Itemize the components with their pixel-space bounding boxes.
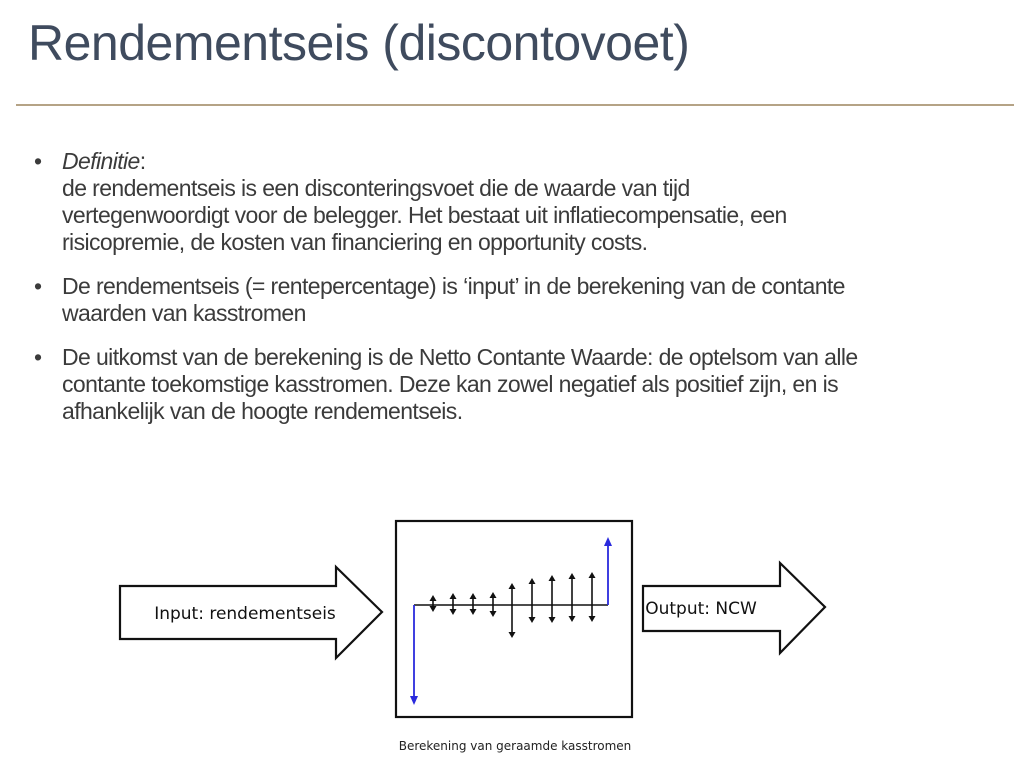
bullet-line: vertegenwoordigt voor de belegger. Het bestaat uit inflatiecompensatie, een bbox=[62, 202, 787, 228]
bullet-definition: • Definitie: de rendementseis is een disconteringsvoet die de waarde van tijd vertegenwoordigt voor de belegger. Het bestaat uit inflatiecompensatie, een risicopremie, de kosten van financiering en opportunity costs. bbox=[30, 148, 1002, 256]
diagram-caption: Berekening van geraamde kasstromen bbox=[398, 739, 632, 753]
bullet-line: De rendementseis (= rentepercentage) is ‘input’ in de berekening van de contante bbox=[62, 273, 845, 299]
bullet-dot-icon: • bbox=[34, 273, 42, 299]
bullet-dot-icon: • bbox=[34, 148, 42, 174]
bullet-line: waarden van kasstromen bbox=[62, 300, 306, 326]
bullet-line: afhankelijk van de hoogte rendementseis. bbox=[62, 398, 463, 424]
definition-term: Definitie bbox=[62, 148, 140, 174]
bullet-dot-icon: • bbox=[34, 344, 42, 370]
bullet-line: De uitkomst van de berekening is de Netto Contante Waarde: de optelsom van alle bbox=[62, 344, 858, 370]
slide-title: Rendementseis (discontovoet) bbox=[28, 15, 690, 71]
calculation-box bbox=[396, 521, 632, 717]
bullet-line: de rendementseis is een disconteringsvoet die de waarde van tijd bbox=[62, 175, 690, 201]
input-arrow-label: Input: rendementseis bbox=[154, 604, 336, 624]
bullet-line: risicopremie, de kosten van financiering en opportunity costs. bbox=[62, 229, 648, 255]
output-arrow-label: Output: NCW bbox=[645, 599, 757, 619]
bullet-line: contante toekomstige kasstromen. Deze kan zowel negatief als positief zijn, en is bbox=[62, 371, 838, 397]
